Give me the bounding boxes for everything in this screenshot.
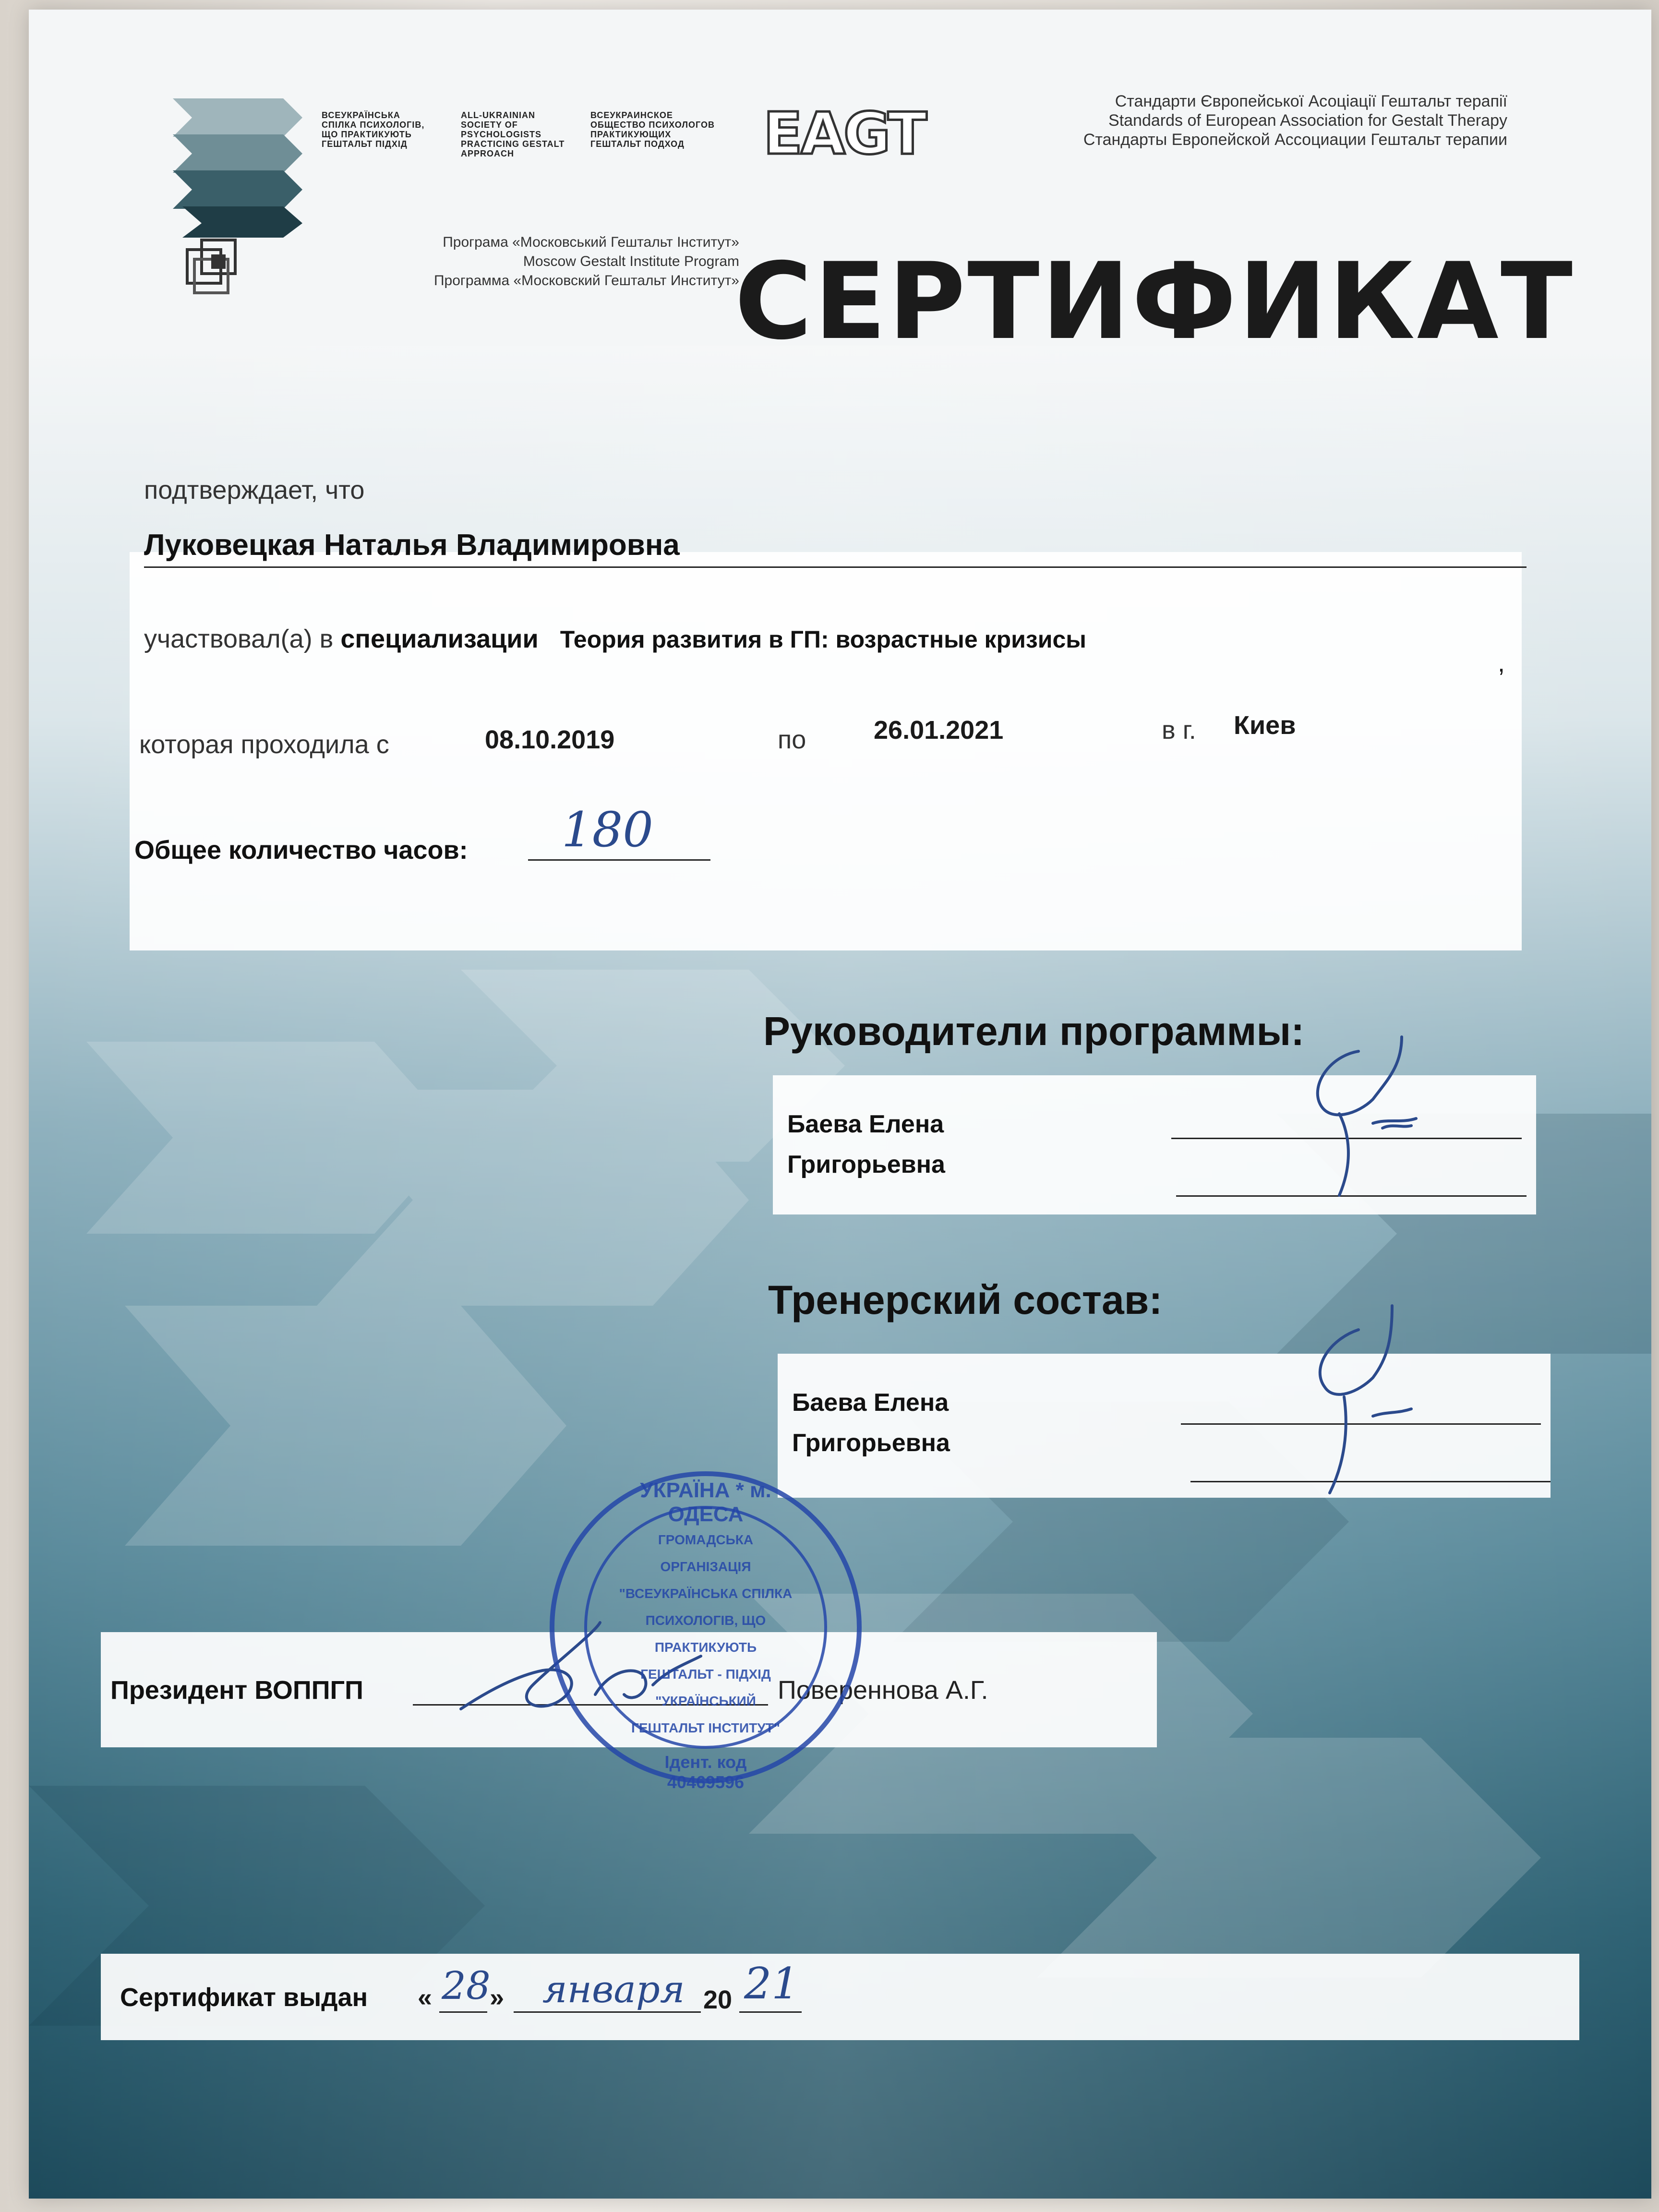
certificate-title: СЕРТИФИКАТ: [734, 240, 1575, 363]
standards-en: Standards of European Association for Gestalt Therapy: [1108, 111, 1507, 130]
stamp-inner-text: [595, 1527, 816, 1742]
issued-day-line: [439, 2011, 487, 2013]
issued-year-prefix: 20: [703, 1985, 733, 2014]
stamp-line: ОРГАНІЗАЦІЯ: [660, 1559, 751, 1574]
trainers-heading: Тренерский состав:: [768, 1277, 1163, 1322]
stamp-line: ПСИХОЛОГІВ, ЩО ПРАКТИКУЮТЬ: [645, 1613, 766, 1655]
standards-ru: Стандарты Европейской Ассоциации Гештальт терапии: [1083, 131, 1507, 149]
participation-label: участвовал(а) в: [144, 625, 334, 653]
hours-value: 180: [562, 802, 653, 858]
issued-year-suffix: 21: [744, 1959, 799, 2009]
participation-line: [144, 624, 1086, 654]
eagt-logo: EAGT: [763, 101, 926, 168]
dates-from-label: которая проходила с: [139, 730, 389, 759]
hours-label: Общее количество часов:: [134, 836, 468, 865]
leader-name-line2: Григорьевна: [787, 1151, 945, 1178]
stamp-line: "ВСЕУКРАЇНСЬКА СПІЛКА: [619, 1586, 793, 1601]
trainer-name-line2: Григорьевна: [792, 1429, 950, 1457]
standards-ua: Стандарти Європейської Асоціації Гештальт терапії: [1115, 92, 1507, 110]
stamp-line: "УКРАЇНСЬКИЙ: [655, 1694, 756, 1708]
leader-signature: [1258, 1008, 1459, 1200]
course-comma: ,: [1498, 649, 1505, 677]
trainer-name: [792, 1382, 950, 1463]
issued-month-line: [514, 2011, 701, 2013]
issued-quote-open: «: [418, 1983, 433, 2012]
stamp-line: ГЕШТАЛЬТ - ПІДХІД: [640, 1667, 771, 1682]
issued-year-line: [739, 2011, 802, 2013]
certificate-sheet: [29, 10, 1651, 2199]
confirms-text: подтверждает, что: [144, 476, 365, 505]
dates-to-label: по: [778, 725, 806, 754]
official-stamp: [547, 1469, 864, 1792]
leader-name: [787, 1104, 945, 1185]
course-name: Теория развития в ГП: возрастные кризисы: [560, 626, 1086, 653]
issued-month: января: [542, 1968, 685, 2011]
issued-label: Сертификат выдан: [120, 1983, 368, 2012]
recipient-underline: [144, 566, 1527, 568]
logo-text-english: ALL-UKRAINIAN SOCIETY OF PSYCHOLOGISTS PRACTICING GESTALT APPROACH: [461, 110, 565, 158]
program-ua: Програма «Московський Гештальт Інститут»: [443, 234, 739, 250]
logo-text-russian: ВСЕУКРАИНСКОЕ ОБЩЕСТВО ПСИХОЛОГОВ ПРАКТИКУЮЩИХ ГЕШТАЛЬТ ПОДХОД: [590, 110, 715, 149]
participation-type: специализации: [340, 625, 539, 653]
stamp-line: ГЕШТАЛЬТ ІНСТИТУТ": [631, 1720, 781, 1735]
mgi-logo-icon: [182, 235, 254, 298]
leader-name-line1: Баева Елена: [787, 1110, 944, 1138]
trainer-name-line1: Баева Елена: [792, 1389, 949, 1417]
stamp-outer-text: УКРАЇНА * м. ОДЕСА: [640, 1479, 771, 1526]
logo-text-ukrainian: ВСЕУКРАЇНСЬКА СПІЛКА ПСИХОЛОГІВ, ЩО ПРАКТИКУЮТЬ ГЕШТАЛЬТ ПІДХІД: [322, 110, 425, 149]
trainer-signature: [1248, 1286, 1450, 1498]
association-logo-icon: [173, 94, 312, 238]
leaders-heading: Руководители программы:: [763, 1009, 1305, 1054]
issued-quote-close: »: [490, 1983, 505, 2012]
program-en: Moscow Gestalt Institute Program: [523, 253, 739, 269]
president-name: Повереннова А.Г.: [778, 1676, 988, 1705]
city-label: в г.: [1162, 716, 1196, 745]
issued-day: 28: [442, 1963, 491, 2008]
start-date: 08.10.2019: [485, 725, 615, 754]
stamp-line: ГРОМАДСЬКА: [658, 1532, 754, 1547]
city-name: Киев: [1234, 711, 1296, 740]
president-label: Президент ВОППГП: [110, 1676, 363, 1705]
hours-underline: [528, 859, 710, 861]
stamp-code-text: Ідент. код 40469596: [664, 1752, 747, 1792]
recipient-name: Луковецкая Наталья Владимировна: [144, 529, 680, 562]
program-ru: Программа «Московский Гештальт Институт»: [433, 273, 739, 289]
end-date: 26.01.2021: [874, 716, 1004, 745]
